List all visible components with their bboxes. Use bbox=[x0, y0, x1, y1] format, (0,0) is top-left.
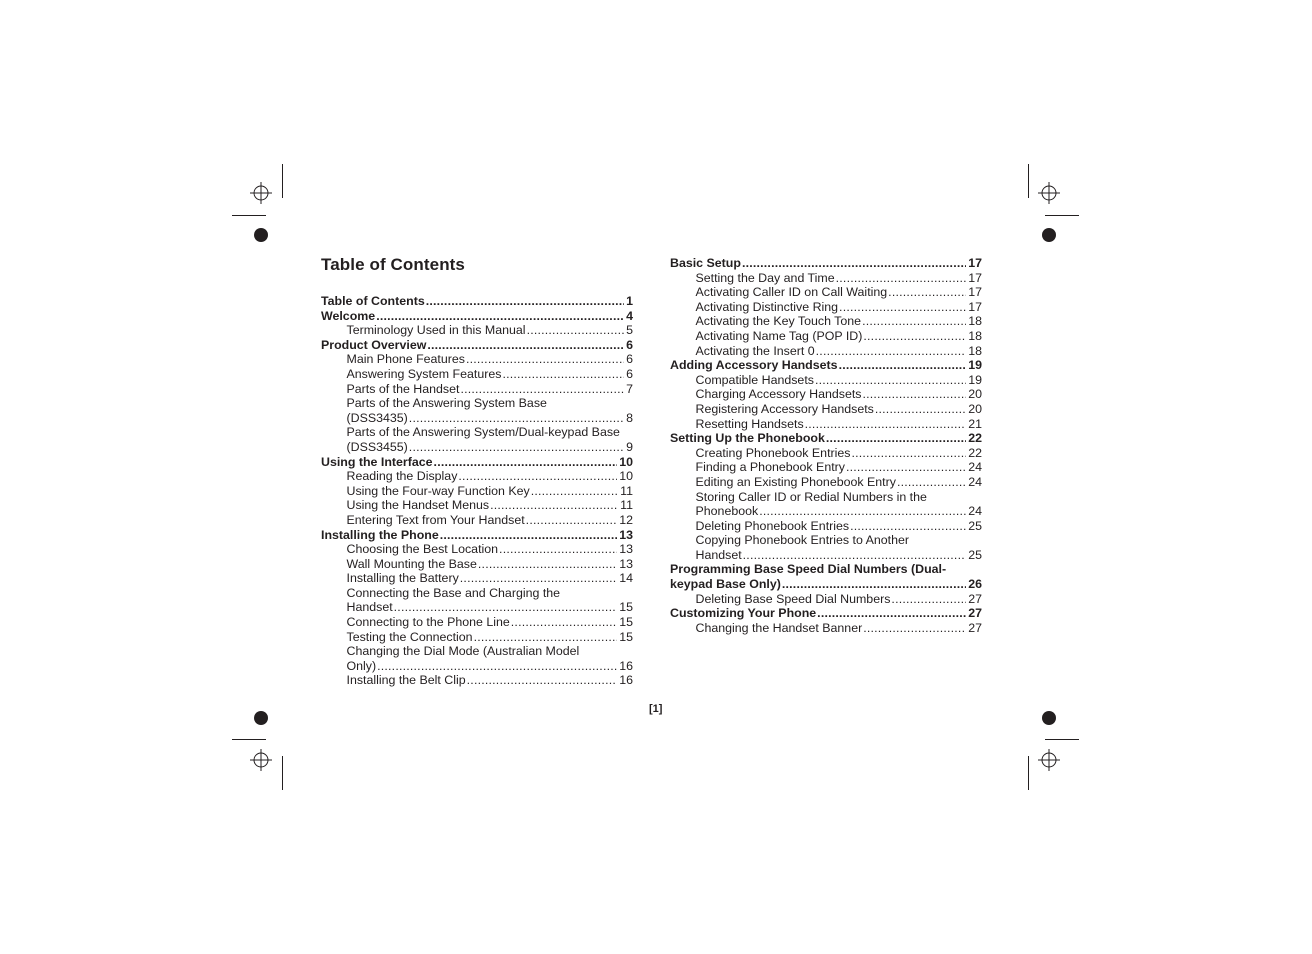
toc-entry-page-number: 6 bbox=[626, 366, 633, 381]
toc-entry-page-number: 15 bbox=[619, 629, 633, 644]
registration-dot-icon bbox=[254, 711, 268, 725]
registration-dot-icon bbox=[254, 228, 268, 242]
toc-section-entry[interactable] bbox=[321, 338, 633, 353]
toc-section-entry[interactable] bbox=[670, 606, 982, 621]
toc-entry-page-number: 10 bbox=[619, 454, 633, 469]
toc-subsection-entry[interactable] bbox=[670, 329, 982, 344]
toc-subsection-entry[interactable] bbox=[321, 630, 633, 645]
toc-entry-title: Answering System Features bbox=[346, 366, 502, 381]
toc-entry-page-number: 20 bbox=[968, 401, 982, 416]
toc-entry-page-number: 25 bbox=[968, 547, 982, 562]
toc-entry-page-number: 5 bbox=[626, 323, 633, 338]
toc-entry-page-number: 1 bbox=[626, 294, 633, 308]
toc-subsection-entry[interactable] bbox=[670, 373, 982, 388]
toc-entry-title: Connecting to the Phone Line bbox=[346, 615, 510, 630]
dot-leader bbox=[511, 615, 617, 630]
toc-section-entry[interactable] bbox=[321, 528, 633, 543]
dot-leader bbox=[862, 314, 966, 329]
toc-entry-title-line: Changing the Dial Mode (Australian Model bbox=[346, 644, 580, 659]
toc-entry-title-line: Parts of the Answering System/Dual-keypad Base bbox=[346, 425, 620, 440]
toc-subsection-entry[interactable] bbox=[321, 382, 633, 397]
toc-section-entry[interactable] bbox=[321, 455, 633, 470]
dot-leader bbox=[851, 446, 966, 461]
page-title: Table of Contents bbox=[321, 255, 465, 274]
dot-leader bbox=[850, 519, 966, 534]
toc-subsection-entry[interactable] bbox=[321, 571, 633, 586]
toc-subsection-entry[interactable] bbox=[670, 285, 982, 300]
toc-entry-title: Installing the Battery bbox=[346, 571, 459, 586]
dot-leader bbox=[742, 256, 966, 271]
toc-entry-title: Installing the Phone bbox=[321, 527, 439, 542]
toc-subsection-entry[interactable] bbox=[321, 542, 633, 557]
toc-entry-page-number: 12 bbox=[619, 512, 633, 527]
toc-subsection-entry[interactable] bbox=[670, 475, 982, 490]
toc-entry-page-number: 17 bbox=[968, 256, 982, 270]
toc-entry-title: Finding a Phonebook Entry bbox=[695, 460, 845, 475]
toc-entry-page-number: 15 bbox=[619, 615, 633, 630]
crop-mark bbox=[282, 164, 283, 198]
toc-entry-title: Setting the Day and Time bbox=[695, 270, 835, 285]
toc-entry-page-number: 6 bbox=[626, 337, 633, 352]
toc-entry-title: Phonebook bbox=[695, 504, 759, 519]
dot-leader bbox=[891, 592, 966, 607]
toc-entry-page-number: 13 bbox=[619, 542, 633, 557]
toc-entry-page-number: 10 bbox=[619, 469, 633, 484]
dot-leader bbox=[467, 673, 618, 688]
toc-subsection-entry[interactable] bbox=[321, 323, 633, 338]
crop-mark bbox=[1028, 164, 1029, 198]
registration-dot-icon bbox=[1042, 228, 1056, 242]
toc-entry-title: Only) bbox=[346, 658, 377, 673]
toc-subsection-entry[interactable] bbox=[670, 271, 982, 286]
toc-subsection-entry[interactable] bbox=[321, 659, 633, 674]
registration-target-icon bbox=[1038, 182, 1060, 204]
toc-section-entry[interactable] bbox=[670, 256, 982, 271]
toc-entry-title-line: Parts of the Answering System Base bbox=[346, 396, 547, 411]
toc-entry-title: Handset bbox=[346, 600, 393, 615]
dot-leader bbox=[434, 455, 618, 470]
toc-entry-page-number: 20 bbox=[968, 387, 982, 402]
dot-leader bbox=[839, 358, 967, 373]
toc-entry-title: Parts of the Handset bbox=[346, 381, 460, 396]
toc-entry-title: Reading the Display bbox=[346, 469, 458, 484]
registration-target-icon bbox=[1038, 749, 1060, 771]
toc-entry-title: Testing the Connection bbox=[346, 629, 473, 644]
toc-entry-title: Changing the Handset Banner bbox=[695, 620, 863, 635]
toc-subsection-entry[interactable] bbox=[670, 402, 982, 417]
toc-entry-title: Compatible Handsets bbox=[695, 372, 814, 387]
dot-leader bbox=[499, 542, 617, 557]
toc-entry-title: Basic Setup bbox=[670, 256, 741, 270]
toc-entry-page-number: 21 bbox=[968, 416, 982, 431]
toc-entry-page-number: 6 bbox=[626, 352, 633, 367]
dot-leader bbox=[816, 344, 967, 359]
toc-entry-page-number: 24 bbox=[968, 474, 982, 489]
toc-entry-page-number: 19 bbox=[968, 358, 982, 373]
toc-subsection-entry[interactable] bbox=[321, 600, 633, 615]
dot-leader bbox=[377, 659, 617, 674]
registration-dot-icon bbox=[1042, 711, 1056, 725]
toc-entry-title: Setting Up the Phonebook bbox=[670, 431, 825, 446]
toc-entry-page-number: 11 bbox=[620, 483, 633, 498]
toc-entry-page-number: 24 bbox=[968, 504, 982, 519]
toc-subsection-entry[interactable] bbox=[670, 387, 982, 402]
dot-leader bbox=[826, 431, 966, 446]
registration-target-icon bbox=[250, 749, 272, 771]
toc-entry-title: Using the Handset Menus bbox=[346, 498, 490, 513]
dot-leader bbox=[526, 513, 618, 528]
toc-entry-title: Customizing Your Phone bbox=[670, 606, 817, 621]
toc-subsection-entry[interactable] bbox=[670, 621, 982, 636]
toc-entry-title: Activating Name Tag (POP ID) bbox=[695, 328, 863, 343]
toc-section-entry[interactable] bbox=[670, 431, 982, 446]
dot-leader bbox=[458, 469, 617, 484]
toc-subsection-entry[interactable] bbox=[321, 673, 633, 688]
dot-leader bbox=[863, 329, 966, 344]
dot-leader bbox=[440, 528, 617, 543]
toc-entry-page-number: 27 bbox=[968, 591, 982, 606]
toc-section-entry[interactable] bbox=[670, 358, 982, 373]
toc-entry-title: Creating Phonebook Entries bbox=[695, 445, 851, 460]
toc-entry-page-number: 11 bbox=[620, 498, 633, 513]
crop-mark bbox=[282, 756, 283, 790]
dot-leader bbox=[897, 475, 966, 490]
toc-entry-page-number: 18 bbox=[968, 314, 982, 329]
toc-subsection-entry[interactable] bbox=[321, 557, 633, 572]
toc-entry-title: Using the Interface bbox=[321, 454, 433, 469]
toc-subsection-entry[interactable] bbox=[670, 592, 982, 607]
dot-leader bbox=[490, 498, 618, 513]
toc-subsection-entry[interactable] bbox=[670, 417, 982, 432]
toc-entry-page-number: 22 bbox=[968, 431, 982, 446]
toc-entry-page-number: 13 bbox=[619, 527, 633, 542]
toc-subsection-entry[interactable] bbox=[321, 513, 633, 528]
toc-entry-title: Resetting Handsets bbox=[695, 416, 804, 431]
toc-entry-title: Editing an Existing Phonebook Entry bbox=[695, 474, 896, 489]
dot-leader bbox=[527, 323, 625, 338]
dot-leader bbox=[474, 630, 618, 645]
dot-leader bbox=[743, 548, 967, 563]
toc-entry-page-number: 27 bbox=[968, 606, 982, 621]
crop-mark bbox=[232, 739, 266, 740]
dot-leader bbox=[815, 373, 966, 388]
toc-entry-title: Product Overview bbox=[321, 337, 427, 352]
toc-subsection-entry[interactable] bbox=[670, 519, 982, 534]
toc-entry-title: Table of Contents bbox=[321, 294, 425, 308]
dot-leader bbox=[782, 577, 966, 592]
toc-entry-page-number: 13 bbox=[619, 556, 633, 571]
toc-entry-title: Entering Text from Your Handset bbox=[346, 512, 525, 527]
toc-subsection-entry[interactable] bbox=[670, 460, 982, 475]
crop-mark bbox=[1045, 739, 1079, 740]
toc-subsection-entry[interactable] bbox=[670, 300, 982, 315]
toc-entry-title: Activating the Insert 0 bbox=[695, 343, 815, 358]
dot-leader bbox=[805, 417, 967, 432]
toc-subsection-entry[interactable] bbox=[670, 446, 982, 461]
toc-entry-page-number: 16 bbox=[619, 673, 633, 688]
dot-leader bbox=[875, 402, 966, 417]
dot-leader bbox=[426, 294, 624, 309]
dot-leader bbox=[460, 571, 617, 586]
toc-entry-title: (DSS3435) bbox=[346, 410, 408, 425]
toc-subsection-entry[interactable] bbox=[321, 440, 633, 455]
crop-mark bbox=[1045, 215, 1079, 216]
toc-entry-title-line: Storing Caller ID or Redial Numbers in the bbox=[695, 489, 927, 504]
toc-left-column bbox=[321, 294, 633, 688]
dot-leader bbox=[409, 440, 624, 455]
dot-leader bbox=[817, 606, 966, 621]
toc-entry-page-number: 4 bbox=[626, 308, 633, 323]
toc-entry-title: Handset bbox=[695, 547, 742, 562]
toc-entry-page-number: 7 bbox=[626, 381, 633, 396]
toc-subsection-entry[interactable] bbox=[670, 314, 982, 329]
toc-entry-page-number: 8 bbox=[626, 410, 633, 425]
toc-entry-page-number: 15 bbox=[619, 600, 633, 615]
dot-leader bbox=[759, 504, 966, 519]
page-number: [1] bbox=[649, 703, 663, 715]
toc-entry-title: Registering Accessory Handsets bbox=[695, 401, 874, 416]
toc-subsection-entry[interactable] bbox=[321, 498, 633, 513]
toc-entry-page-number: 25 bbox=[968, 518, 982, 533]
dot-leader bbox=[846, 460, 966, 475]
toc-entry-page-number: 17 bbox=[968, 270, 982, 285]
toc-entry-title: Activating Caller ID on Call Waiting bbox=[695, 285, 888, 300]
toc-entry-page-number: 18 bbox=[968, 328, 982, 343]
dot-leader bbox=[427, 338, 624, 353]
dot-leader bbox=[862, 387, 966, 402]
toc-entry-title: Installing the Belt Clip bbox=[346, 673, 466, 688]
toc-entry-page-number: 27 bbox=[968, 620, 982, 635]
toc-section-entry[interactable] bbox=[321, 294, 633, 309]
toc-entry-page-number: 18 bbox=[968, 343, 982, 358]
toc-subsection-entry[interactable] bbox=[321, 367, 633, 382]
dot-leader bbox=[863, 621, 966, 636]
toc-entry-page-number: 17 bbox=[968, 285, 982, 300]
dot-leader bbox=[502, 367, 624, 382]
toc-entry-page-number: 17 bbox=[968, 299, 982, 314]
toc-entry-page-number: 19 bbox=[968, 372, 982, 387]
toc-entry-title: Terminology Used in this Manual bbox=[346, 323, 526, 338]
toc-entry-page-number: 9 bbox=[626, 439, 633, 454]
toc-subsection-entry[interactable] bbox=[670, 548, 982, 563]
toc-entry-title: Deleting Base Speed Dial Numbers bbox=[695, 591, 891, 606]
toc-entry-page-number: 22 bbox=[968, 445, 982, 460]
toc-entry-title-line: Connecting the Base and Charging the bbox=[346, 585, 561, 600]
dot-leader bbox=[839, 300, 966, 315]
dot-leader bbox=[394, 600, 618, 615]
toc-entry-title: Welcome bbox=[321, 308, 376, 323]
dot-leader bbox=[466, 352, 624, 367]
dot-leader bbox=[888, 285, 966, 300]
dot-leader bbox=[531, 484, 618, 499]
toc-subsection-entry[interactable] bbox=[321, 352, 633, 367]
dot-leader bbox=[460, 382, 624, 397]
toc-entry-title: Using the Four-way Function Key bbox=[346, 483, 530, 498]
crop-mark bbox=[1028, 756, 1029, 790]
toc-entry-title: keypad Base Only) bbox=[670, 577, 781, 592]
toc-entry-title: Adding Accessory Handsets bbox=[670, 358, 838, 373]
toc-entry-title: Main Phone Features bbox=[346, 352, 465, 367]
toc-entry-page-number: 14 bbox=[619, 571, 633, 586]
toc-entry-title: Wall Mounting the Base bbox=[346, 556, 477, 571]
toc-subsection-entry[interactable] bbox=[321, 469, 633, 484]
toc-entry-title: Charging Accessory Handsets bbox=[695, 387, 862, 402]
toc-entry-page-number: 16 bbox=[619, 658, 633, 673]
toc-right-column bbox=[670, 256, 982, 635]
toc-subsection-entry[interactable] bbox=[321, 615, 633, 630]
toc-entry-title: Deleting Phonebook Entries bbox=[695, 518, 850, 533]
toc-entry-title: (DSS3455) bbox=[346, 439, 408, 454]
dot-leader bbox=[478, 557, 617, 572]
toc-section-entry[interactable] bbox=[670, 577, 982, 592]
toc-subsection-entry[interactable] bbox=[321, 411, 633, 426]
toc-subsection-entry[interactable] bbox=[670, 504, 982, 519]
registration-target-icon bbox=[250, 182, 272, 204]
toc-entry-title: Activating Distinctive Ring bbox=[695, 299, 839, 314]
toc-subsection-entry[interactable] bbox=[321, 484, 633, 499]
toc-entry-title-line: Programming Base Speed Dial Numbers (Dual- bbox=[670, 562, 947, 577]
dot-leader bbox=[836, 271, 967, 286]
dot-leader bbox=[409, 411, 624, 426]
toc-entry-page-number: 26 bbox=[968, 577, 982, 592]
toc-subsection-entry[interactable] bbox=[670, 344, 982, 359]
toc-entry-page-number: 24 bbox=[968, 460, 982, 475]
toc-entry-title-line: Copying Phonebook Entries to Another bbox=[695, 533, 910, 548]
crop-mark bbox=[232, 215, 266, 216]
toc-entry-title: Choosing the Best Location bbox=[346, 542, 499, 557]
dot-leader bbox=[376, 309, 624, 324]
toc-section-entry[interactable] bbox=[321, 309, 633, 324]
toc-entry-title: Activating the Key Touch Tone bbox=[695, 314, 862, 329]
